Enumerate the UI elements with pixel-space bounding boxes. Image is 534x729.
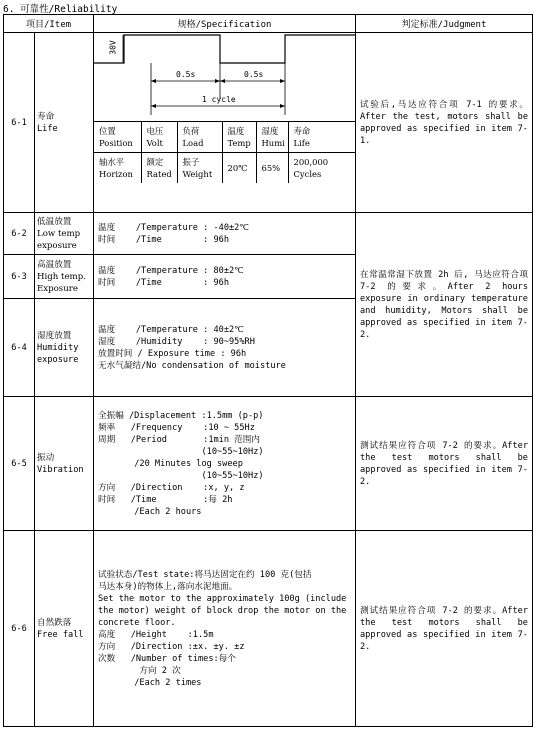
row-number: 6-3	[4, 255, 35, 299]
header-item: 项目/Item	[4, 15, 94, 33]
value-humi: 65%	[256, 153, 288, 184]
item-name: 自然跌落 Free fall	[35, 531, 94, 727]
spec-humidity: 温度 /Temperature : 40±2℃ 湿度 /Humidity : 90~95%RH 放置时间 / Exposure time : 96h 无水气凝结/No condensation of moisture	[94, 299, 356, 397]
life-conditions-table	[94, 121, 355, 183]
row-number: 6-2	[4, 213, 35, 255]
value-load: 振子 Weight	[177, 153, 222, 184]
header-spec: 规格/Specification	[94, 15, 356, 33]
item-name: 振动 Vibration	[35, 397, 94, 531]
table-row-life	[4, 33, 533, 213]
col-temp: 温度 Temp	[222, 122, 256, 153]
header-judgment: 判定标准/Judgment	[356, 15, 533, 33]
reliability-table	[3, 14, 533, 727]
value-position: 轴水平 Horizon	[94, 153, 141, 184]
value-volt: 额定 Rated	[141, 153, 177, 184]
off-time-label: 0.5s	[244, 70, 264, 79]
col-position: 位置 Position	[94, 122, 141, 153]
table-row-free-fall	[4, 531, 533, 727]
voltage-label: 30V	[108, 40, 118, 55]
item-name: 寿命 Life	[35, 33, 94, 213]
item-name: 湿度放置 Humidity exposure	[35, 299, 94, 397]
col-life: 寿命 Life	[288, 122, 355, 153]
row-number: 6-1	[4, 33, 35, 213]
cycle-label: 1 cycle	[202, 95, 236, 104]
judgment-free-fall: 测试结果应符合项 7-2 的要求。After the test motors shall be approved as specified in item 7-2.	[356, 531, 533, 727]
item-name: 低温放置 Low temp exposure	[35, 213, 94, 255]
life-conditions-header	[94, 122, 355, 153]
value-life: 200,000 Cycles	[288, 153, 355, 184]
row-number: 6-5	[4, 397, 35, 531]
col-humi: 湿度 Humi	[256, 122, 288, 153]
table-row-vibration	[4, 397, 533, 531]
pulse-waveform	[94, 33, 356, 121]
row-number: 6-4	[4, 299, 35, 397]
life-spec	[94, 33, 356, 213]
on-time-label: 0.5s	[176, 70, 196, 79]
section-heading: 6. 可靠性/Reliability	[3, 4, 118, 15]
pulse-diagram	[94, 33, 355, 121]
col-load: 负荷 Load	[177, 122, 222, 153]
table-row-low-temp	[4, 213, 533, 255]
row-number: 6-6	[4, 531, 35, 727]
spec-high-temp: 温度 /Temperature : 80±2℃ 时间 /Time : 96h	[94, 255, 356, 299]
spec-low-temp: 温度 /Temperature : -40±2℃ 时间 /Time : 96h	[94, 213, 356, 255]
judgment-vibration: 测试结果应符合项 7-2 的要求。After the test motors shall be approved as specified in item 7-2.	[356, 397, 533, 531]
value-temp: 20℃	[222, 153, 256, 184]
table-header-row	[4, 15, 533, 33]
judgment-life: 试验后,马达应符合项 7-1 的要求。After the test, motors shall be approved as specified in item 7-1.	[356, 33, 533, 213]
life-conditions-values	[94, 153, 355, 184]
spec-free-fall: 试验状态/Test state:将马达固定在约 100 克(包括 马达本身)的物体上,落向水泥地面。 Set the motor to the approximately 100g (include the motor) weight of block drop the motor on the concrete floor. 高度 /Height :1.5m 方向 /Direction :±x. ±y. ±z 次数 /Number of times:每个 方向 2 次 /Each 2 times	[94, 531, 356, 727]
spec-vibration: 全振幅 /Displacement :1.5mm (p-p) 频率 /Frequency :10 ~ 55Hz 周期 /Period :1min 范围内 (10~55~10Hz) /20 Minutes log sweep (10~55~10Hz) 方向 /Direction :x, y, z 时间 /Time :每 2h /Each 2 hours	[94, 397, 356, 531]
judgment-temp-humidity: 在常温常湿下放置 2h 后, 马达应符合项 7-2 的要求。After 2 hours exposure in ordinary temperature and humidity, Motors shall be approved as specified in item 7-2.	[356, 213, 533, 397]
item-name: 高温放置 High temp. Exposure	[35, 255, 94, 299]
col-volt: 电压 Volt	[141, 122, 177, 153]
